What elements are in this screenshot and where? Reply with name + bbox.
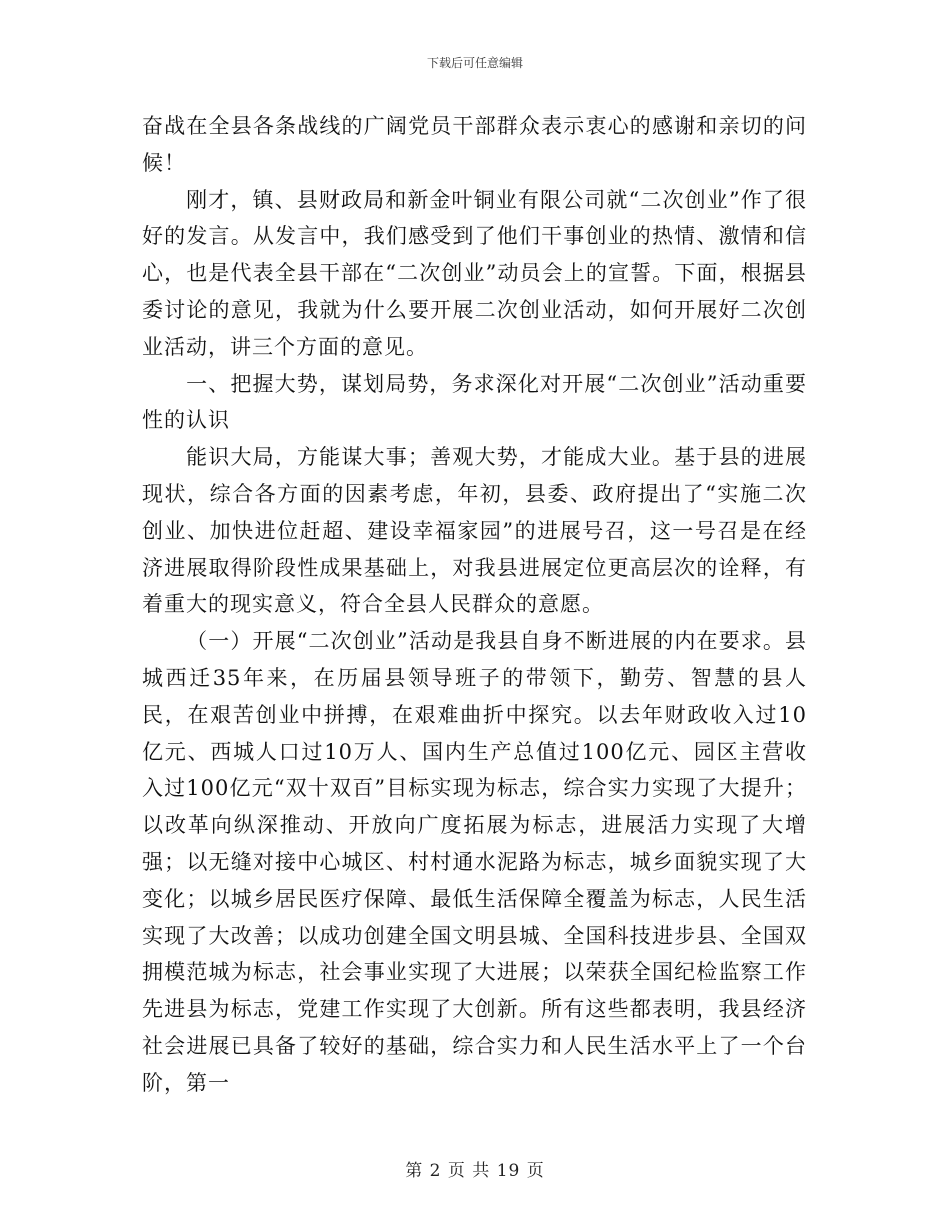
- section-heading: 一、把握大势，谋划局势，务求深化对开展“二次创业”活动重要性的认识: [142, 371, 807, 433]
- page-header-note: 下载后可任意编辑: [426, 56, 523, 70]
- paragraph: 能识大局，方能谋大事；善观大势，才能成大业。基于县的进展现状，综合各方面的因素考虑，年初，县委、政府提出了“实施二次创业、加快进位赶超、建设幸福家园”的进展号召，这一号召是在经济进展取得阶段性成果基础上，对我县进展定位更高层次的诠释，有着重大的现实意义，符合全县人民群众的意愿。: [142, 445, 807, 617]
- subsection-paragraph: （一）开展“二次创业”活动是我县自身不断进展的内在要求。县城西迁35年来，在历届县领导班子的带领下，勤劳、智慧的县人民，在艰苦创业中拼搏，在艰难曲折中探究。以去年财政收入过10亿元、西城人口过10万人、国内生产总值过100亿元、园区主营收入过100亿元“双十双百”目标实现为标志，综合实力实现了大提升；以改革向纵深推动、开放向广度拓展为标志，进展活力实现了大增强；以无缝对接中心城区、村村通水泥路为标志，城乡面貌实现了大变化；以城乡居民医疗保障、最低生活保障全覆盖为标志，人民生活实现了大改善；以成功创建全国文明县城、全国科技进步县、全国双拥模范城为标志，社会事业实现了大进展；以荣获全国纪检监察工作先进县为标志，党建工作实现了大创新。所有这些都表明，我县经济社会进展已具备了较好的基础，综合实力和人民生活水平上了一个台阶，第一: [142, 629, 807, 1095]
- paragraph-continuation: 奋战在全县各条战线的广阔党员干部群众表示衷心的感谢和亲切的问候！: [142, 114, 807, 175]
- page-number: 第 2 页 共 19 页: [405, 1161, 545, 1181]
- document-body: [142, 108, 807, 1102]
- paragraph: 刚才，镇、县财政局和新金叶铜业有限公司就“二次创业”作了很好的发言。从发言中，我们感受到了他们干事创业的热情、激情和信心，也是代表全县干部在“二次创业”动员会上的宣誓。下面，根据县委讨论的意见，我就为什么要开展二次创业活动，如何开展好二次创业活动，讲三个方面的意见。: [142, 187, 807, 359]
